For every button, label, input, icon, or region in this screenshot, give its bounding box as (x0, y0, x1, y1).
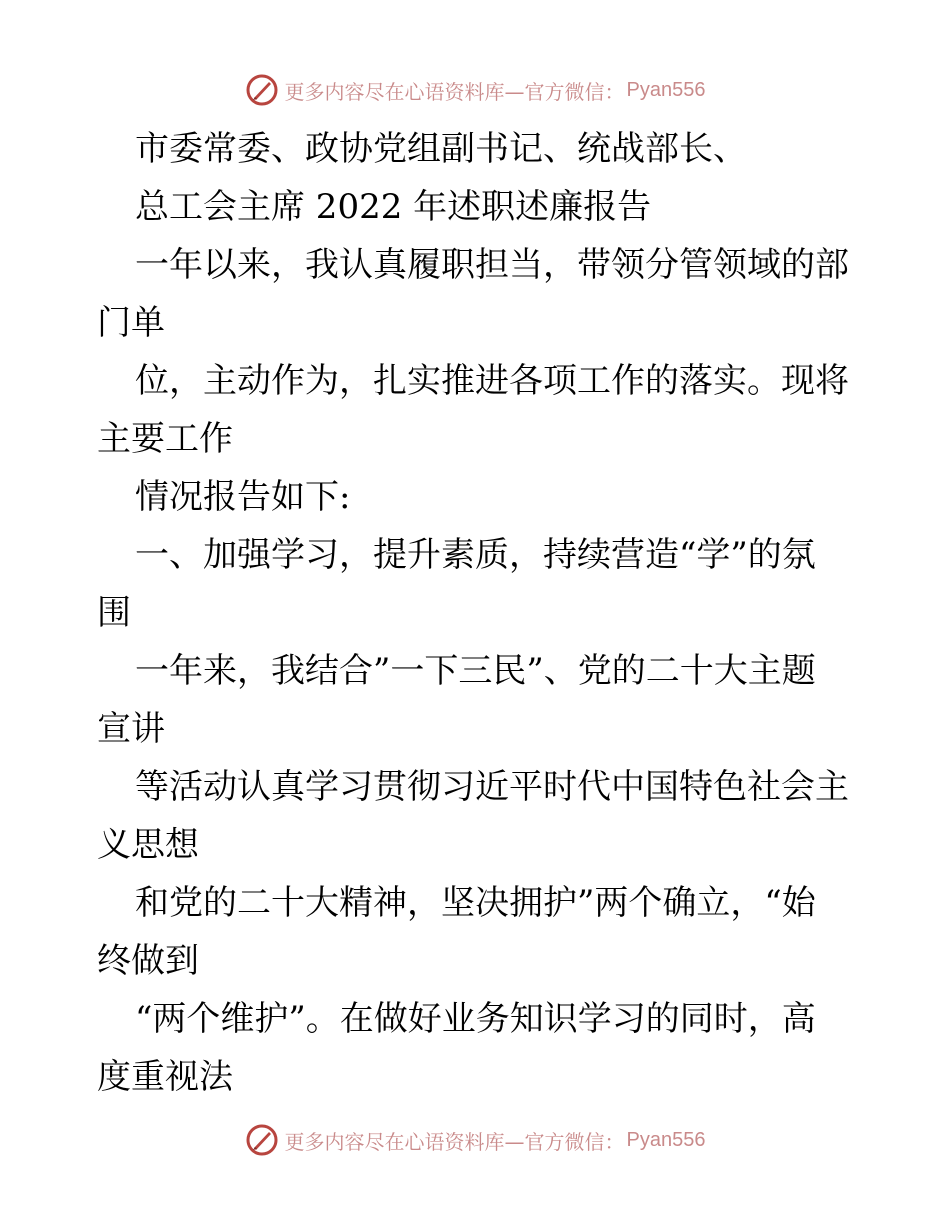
header-banner[interactable] (0, 70, 950, 110)
banner-wechat-id: Pyan556 (626, 1128, 706, 1151)
quill-logo-icon (245, 73, 279, 107)
text-line: 位，主动作为，扎实推进各项工作的落实。现将 (135, 361, 849, 401)
quill-logo-icon (245, 1123, 279, 1157)
text-line: “两个维护”。在做好业务知识学习的同时，高 (135, 999, 816, 1039)
banner-text: 更多内容尽在心语资料库—官方微信： (284, 79, 625, 104)
text-line: 度重视法 (97, 1057, 233, 1097)
text-line: 总工会主席 2022 年述职述廉报告 (135, 187, 652, 227)
text-line: 市委常委、政协党组副书记、统战部长、 (135, 129, 747, 169)
text-line: 一年来，我结合”一下三民”、党的二十大主题 (135, 651, 816, 691)
banner-text: 更多内容尽在心语资料库—官方微信： (284, 1129, 625, 1154)
footer-banner[interactable] (0, 1120, 950, 1160)
text-line: 等活动认真学习贯彻习近平时代中国特色社会主 (135, 767, 849, 807)
text-line: 义思想 (97, 825, 199, 865)
text-line: 门单 (97, 303, 165, 343)
text-line: 宣讲 (97, 709, 165, 749)
document-body (97, 120, 857, 1106)
text-line: 围 (97, 593, 131, 633)
text-line: 终做到 (97, 941, 199, 981)
text-line: 情况报告如下: (135, 477, 351, 517)
text-line: 主要工作 (97, 419, 233, 459)
text-line: 一年以来，我认真履职担当，带领分管领域的部 (135, 245, 849, 285)
text-line: 一、加强学习，提升素质，持续营造“学”的氛 (135, 535, 816, 575)
text-line: 和党的二十大精神，坚决拥护”两个确立，“始 (135, 883, 816, 923)
banner-wechat-id: Pyan556 (626, 78, 706, 101)
